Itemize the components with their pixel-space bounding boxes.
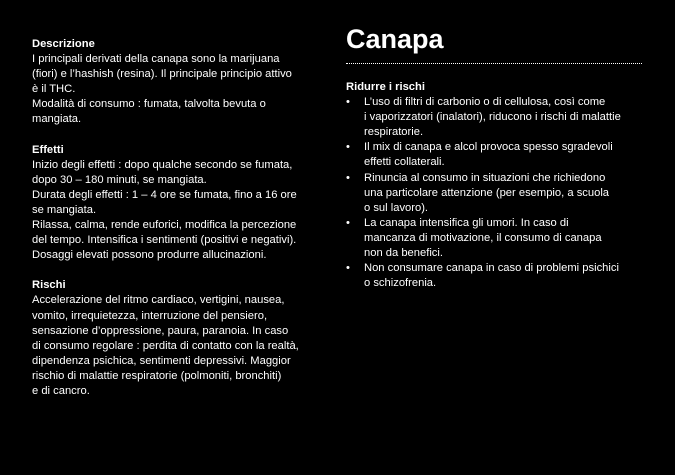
text-line: se mangiata. <box>32 203 97 216</box>
list-item <box>346 216 646 261</box>
text-line: Inizio degli effetti : dopo qualche secondo se fumata, <box>32 158 293 171</box>
text-line: I principali derivati della canapa sono la marijuana <box>32 53 280 66</box>
section-effetti <box>32 143 322 264</box>
text-line: o schizofrenia. <box>364 277 437 290</box>
section-title-effetti: Effetti <box>32 143 64 156</box>
section-rischi <box>32 278 322 399</box>
text-line: mangiata. <box>32 113 82 126</box>
text-line: o sul lavoro). <box>364 201 429 214</box>
text-line: e di cancro. <box>32 384 90 397</box>
text-line: effetti collaterali. <box>364 156 445 169</box>
text-line: una particolare attenzione (per esempio, a scuola <box>364 186 610 199</box>
text-line: Il mix di canapa e alcol provoca spesso sgradevoli <box>364 141 613 154</box>
text-line: è il THC. <box>32 83 76 96</box>
bullet-icon: • <box>346 171 350 184</box>
bullet-icon: • <box>346 216 350 229</box>
text-line: dipendenza psichica, sentimenti depressivi. Maggior <box>32 354 291 367</box>
text-line: Rinuncia al consumo in situazioni che richiedono <box>364 171 606 184</box>
text-line: Dosaggi elevati possono produrre allucinazioni. <box>32 249 267 262</box>
text-line: mancanza di motivazione, il consumo di canapa <box>364 231 602 244</box>
bullet-icon: • <box>346 141 350 154</box>
text-line: dopo 30 – 180 minuti, se mangiata. <box>32 173 207 186</box>
section-title-descrizione: Descrizione <box>32 38 95 50</box>
list-item <box>346 95 646 140</box>
text-line: di consumo regolare : perdita di contatto con la realtà, <box>32 339 299 352</box>
text-line: Accelerazione del ritmo cardiaco, vertigini, nausea, <box>32 294 285 307</box>
text-line: La canapa intensifica gli umori. In caso di <box>364 216 569 229</box>
text-line: Rilassa, calma, rende euforici, modifica la percezione <box>32 219 297 232</box>
risk-reduction-list <box>346 95 646 291</box>
page-title: Canapa <box>346 24 444 54</box>
text-line: Non consumare canapa in caso di problemi psichici <box>364 262 619 275</box>
bullet-icon: • <box>346 262 350 275</box>
text-line: Modalità di consumo : fumata, talvolta bevuta o <box>32 98 266 111</box>
text-line: L’uso di filtri di carbonio o di cellulosa, così come <box>364 96 606 109</box>
bullet-icon: • <box>346 96 350 109</box>
left-column <box>32 37 322 414</box>
text-line: i vaporizzatori (inalatori), riducono i rischi di malattie <box>364 111 621 124</box>
section-title-ridurre-rischi: Ridurre i rischi <box>346 81 425 93</box>
list-item <box>346 140 646 170</box>
text-line: non da benefici. <box>364 247 443 260</box>
section-title-rischi: Rischi <box>32 279 66 292</box>
list-item <box>346 261 646 291</box>
list-item <box>346 171 646 216</box>
right-column <box>346 24 646 291</box>
text-line: del tempo. Intensifica i sentimenti (positivi e negativi). <box>32 234 297 247</box>
text-line: vomito, irrequietezza, interruzione del pensiero, <box>32 309 268 322</box>
dotted-divider <box>346 63 642 64</box>
text-line: Durata degli effetti : 1 – 4 ore se fumata, fino a 16 ore <box>32 188 297 201</box>
text-line: (fiori) e l’hashish (resina). Il principale principio attivo <box>32 68 292 81</box>
section-descrizione <box>32 37 322 128</box>
text-line: sensazione d’oppressione, paura, paranoia. In caso <box>32 324 289 337</box>
text-line: rischio di malattie respiratorie (polmoniti, bronchiti) <box>32 369 282 382</box>
text-line: respiratorie. <box>364 126 424 139</box>
